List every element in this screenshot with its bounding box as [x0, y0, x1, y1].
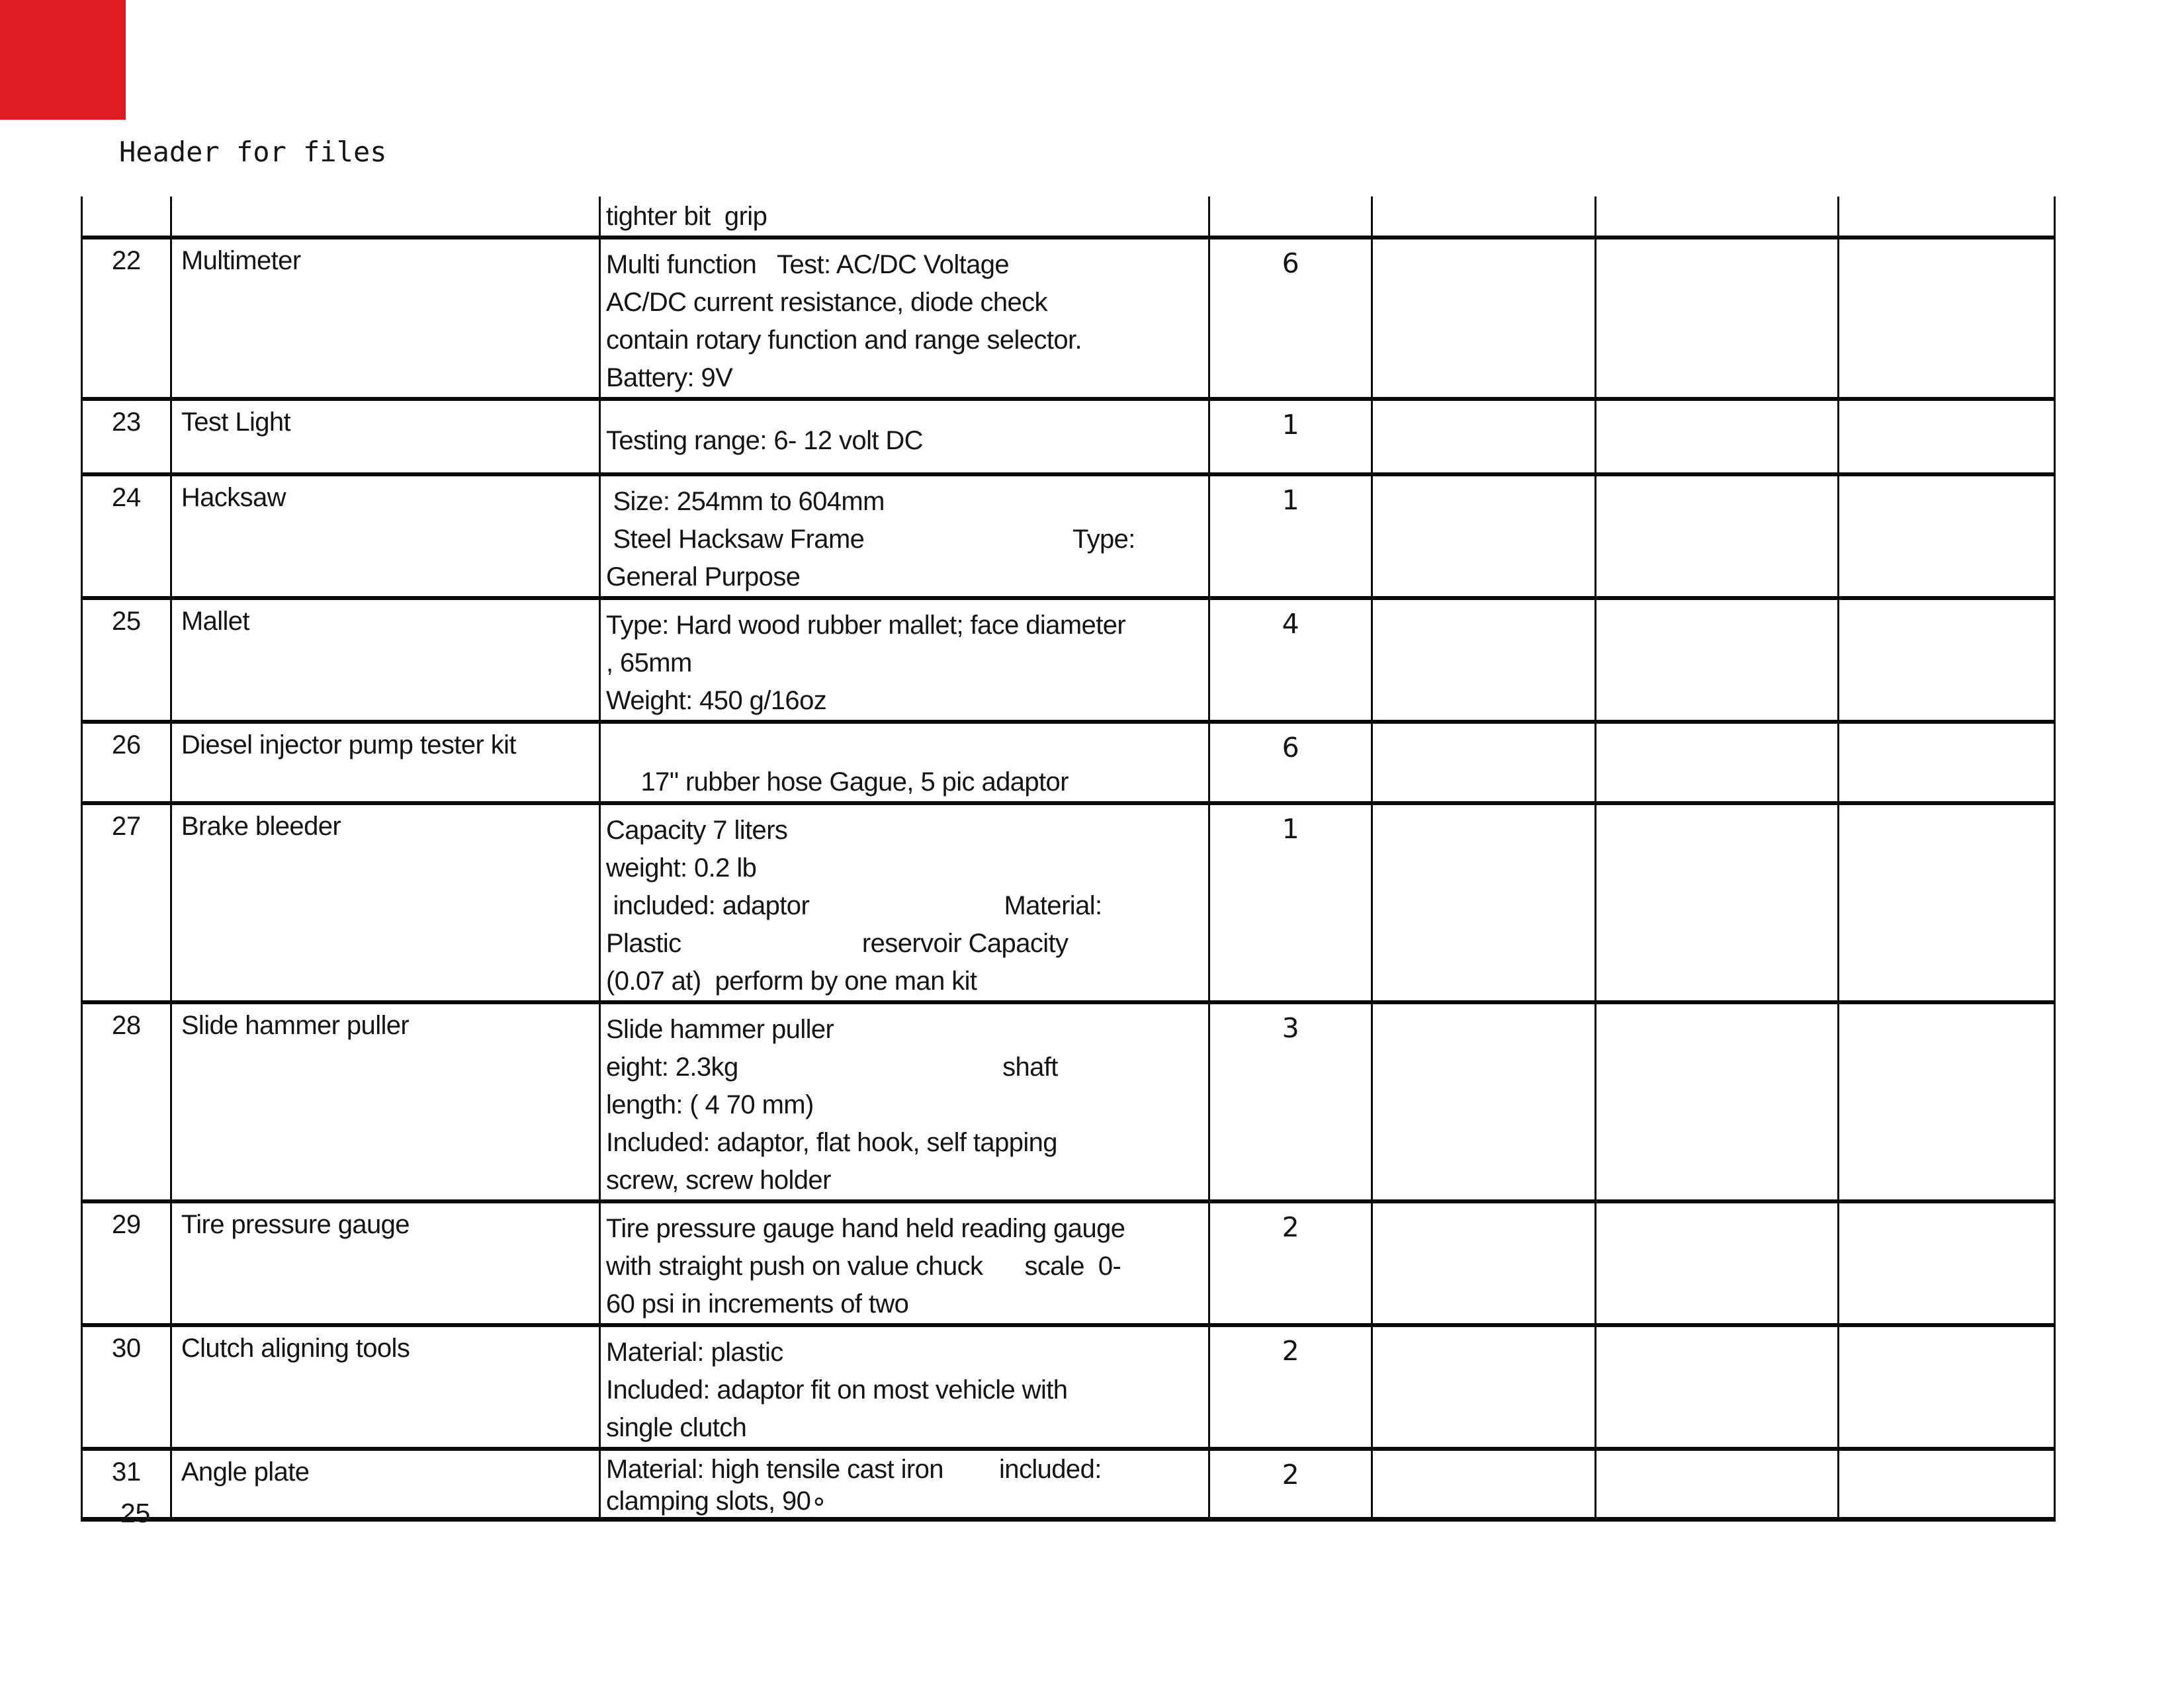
description-line: eight: 2.3kg shaft [605, 1053, 1058, 1082]
description-line: Plastic reservoir Capacity [605, 929, 1069, 958]
item-name-cell: Brake bleeder [171, 803, 599, 1002]
page-number: 25 [120, 1498, 151, 1528]
quantity-cell: 1 [1209, 399, 1372, 474]
description-line: 60 psi in increments of two [605, 1289, 909, 1319]
empty-cell-1 [1372, 722, 1595, 803]
empty-cell-2 [1595, 1201, 1838, 1325]
empty-cell-1 [1372, 474, 1595, 598]
table-row [82, 196, 2055, 238]
empty-cell-3 [1838, 1201, 2054, 1325]
description-line: contain rotary function and range selector. [605, 325, 1082, 355]
table-row [82, 399, 2055, 474]
empty-cell-2 [1595, 598, 1838, 722]
empty-cell-1 [1372, 803, 1595, 1002]
description-cell [599, 1201, 1209, 1325]
items-table-body [82, 196, 2055, 1520]
item-name-cell: Clutch aligning tools [171, 1325, 599, 1449]
empty-cell-3 [1838, 1002, 2054, 1201]
quantity-cell: 1 [1209, 803, 1372, 1002]
empty-cell-3 [1838, 598, 2054, 722]
empty-cell-3 [1838, 238, 2054, 399]
table-row [82, 1002, 2055, 1201]
quantity-cell: 2 [1209, 1449, 1372, 1520]
item-name-cell: Angle plate [171, 1449, 599, 1520]
empty-cell-1 [1372, 598, 1595, 722]
quantity-cell: 6 [1209, 238, 1372, 399]
description-line: tighter bit grip [605, 202, 767, 231]
table-row [82, 722, 2055, 803]
description-line: General Purpose [605, 562, 801, 591]
description-line: single clutch [605, 1413, 747, 1442]
description-line: included: adaptor Material: [605, 891, 1102, 920]
description-line: Multi function Test: AC/DC Voltage [605, 250, 1010, 279]
description-cell [599, 722, 1209, 803]
item-name-cell [171, 196, 599, 238]
table-row [82, 1325, 2055, 1449]
description-line: Tire pressure gauge hand held reading gauge [605, 1214, 1125, 1243]
description-cell [599, 598, 1209, 722]
row-number-cell: 30 [82, 1325, 171, 1449]
description-line: clamping slots, 90∘ [605, 1487, 827, 1516]
empty-cell-2 [1595, 1449, 1838, 1520]
row-number-cell: 27 [82, 803, 171, 1002]
quantity-cell: 2 [1209, 1201, 1372, 1325]
quantity-cell: 1 [1209, 474, 1372, 598]
description-line: Material: high tensile cast iron included: [605, 1455, 1102, 1484]
item-name-cell: Hacksaw [171, 474, 599, 598]
empty-cell-2 [1595, 722, 1838, 803]
description-cell [599, 803, 1209, 1002]
description-line: Steel Hacksaw Frame Type: [605, 525, 1135, 554]
description-line: Material: plastic [605, 1338, 783, 1367]
empty-cell-3 [1838, 399, 2054, 474]
empty-cell-1 [1372, 1002, 1595, 1201]
row-number-cell [82, 196, 171, 238]
description-cell [599, 474, 1209, 598]
description-line: Battery: 9V [605, 363, 733, 392]
item-name-cell: Diesel injector pump tester kit [171, 722, 599, 803]
empty-cell-3 [1838, 1325, 2054, 1449]
item-name-cell: Slide hammer puller [171, 1002, 599, 1201]
quantity-cell: 2 [1209, 1325, 1372, 1449]
description-line: Size: 254mm to 604mm [605, 487, 885, 516]
empty-cell-2 [1595, 1002, 1838, 1201]
empty-cell-3 [1838, 474, 2054, 598]
empty-cell-1 [1372, 399, 1595, 474]
quantity-cell [1209, 196, 1372, 238]
empty-cell-1 [1372, 196, 1595, 238]
item-name-cell: Multimeter [171, 238, 599, 399]
description-line: weight: 0.2 lb [605, 853, 757, 883]
empty-cell-2 [1595, 1325, 1838, 1449]
table-row [82, 1201, 2055, 1325]
empty-cell-1 [1372, 1325, 1595, 1449]
row-number-cell: 23 [82, 399, 171, 474]
description-cell [599, 1002, 1209, 1201]
row-number-cell: 22 [82, 238, 171, 399]
empty-cell-1 [1372, 1201, 1595, 1325]
row-number-cell: 25 [82, 598, 171, 722]
description-cell [599, 399, 1209, 474]
description-line: Weight: 450 g/16oz [605, 686, 827, 715]
description-line: length: ( 4 70 mm) [605, 1090, 814, 1119]
quantity-cell: 6 [1209, 722, 1372, 803]
table-row [82, 238, 2055, 399]
table-row [82, 803, 2055, 1002]
table-row [82, 474, 2055, 598]
items-table [81, 196, 2056, 1522]
description-line: , 65mm [605, 648, 692, 677]
description-line: Type: Hard wood rubber mallet; face diameter [605, 611, 1126, 640]
description-line: 17" rubber hose Gague, 5 pic adaptor [605, 767, 1069, 797]
red-marker [0, 0, 126, 120]
description-line: Testing range: 6- 12 volt DC [605, 426, 923, 455]
empty-cell-2 [1595, 474, 1838, 598]
empty-cell-3 [1838, 1449, 2054, 1520]
empty-cell-3 [1838, 722, 2054, 803]
description-line: with straight push on value chuck scale 0- [605, 1252, 1121, 1281]
description-line: Included: adaptor fit on most vehicle with [605, 1375, 1068, 1405]
item-name-cell: Test Light [171, 399, 599, 474]
empty-cell-1 [1372, 238, 1595, 399]
description-cell [599, 196, 1209, 238]
empty-cell-3 [1838, 803, 2054, 1002]
quantity-cell: 4 [1209, 598, 1372, 722]
empty-cell-2 [1595, 238, 1838, 399]
description-line: Slide hammer puller [605, 1015, 834, 1044]
table-row [82, 598, 2055, 722]
description-cell [599, 1449, 1209, 1520]
empty-cell-3 [1838, 196, 2054, 238]
row-number-cell: 29 [82, 1201, 171, 1325]
row-number-cell: 24 [82, 474, 171, 598]
description-line: screw, screw holder [605, 1166, 831, 1195]
quantity-cell: 3 [1209, 1002, 1372, 1201]
row-number-cell: 28 [82, 1002, 171, 1201]
empty-cell-1 [1372, 1449, 1595, 1520]
item-name-cell: Mallet [171, 598, 599, 722]
empty-cell-2 [1595, 803, 1838, 1002]
description-line: Included: adaptor, flat hook, self tapping [605, 1128, 1057, 1157]
item-name-cell: Tire pressure gauge [171, 1201, 599, 1325]
empty-cell-2 [1595, 196, 1838, 238]
table-row [82, 1449, 2055, 1520]
row-number-cell: 31 [82, 1449, 171, 1520]
document-header-text: Header for files [119, 136, 387, 168]
description-line: (0.07 at) perform by one man kit [605, 967, 977, 996]
empty-cell-2 [1595, 399, 1838, 474]
description-line: AC/DC current resistance, diode check [605, 288, 1047, 317]
description-line: Capacity 7 liters [605, 816, 788, 845]
description-cell [599, 238, 1209, 399]
row-number-cell: 26 [82, 722, 171, 803]
description-cell [599, 1325, 1209, 1449]
